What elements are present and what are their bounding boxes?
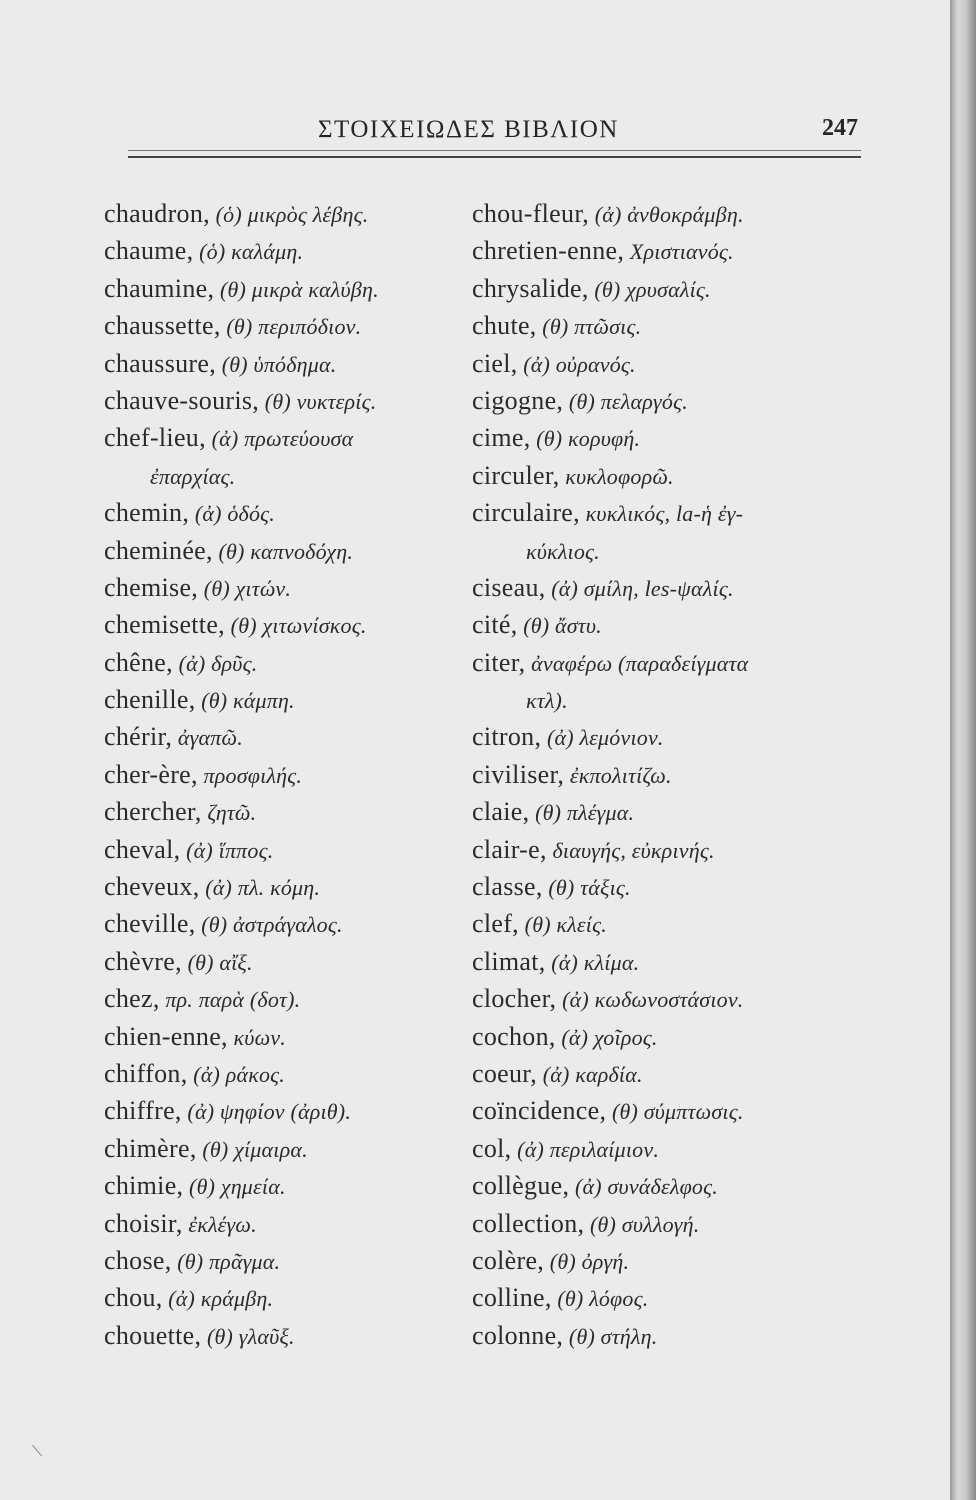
entry-headword: chercher, bbox=[104, 797, 202, 827]
dictionary-entry bbox=[104, 232, 482, 269]
entry-headword: cheval, bbox=[104, 834, 181, 864]
dictionary-entry bbox=[472, 905, 862, 942]
entry-headword: colline, bbox=[472, 1283, 552, 1313]
dictionary-entry bbox=[472, 718, 862, 755]
entry-definition: (ἀ) πλ. κόμη. bbox=[199, 875, 321, 901]
dictionary-entry bbox=[104, 382, 482, 419]
entry-headword: chaudron, bbox=[104, 199, 210, 228]
dictionary-entry bbox=[472, 868, 862, 905]
entry-definition: (ἀ) ἀνθοκράμβη. bbox=[589, 202, 744, 227]
page-edge bbox=[950, 0, 976, 1500]
entry-headword: chaussette, bbox=[104, 311, 221, 341]
entry-headword: chou-fleur, bbox=[472, 199, 590, 228]
dictionary-entry bbox=[472, 831, 862, 868]
entry-definition: (θ) μικρὰ καλύβη. bbox=[214, 276, 379, 302]
entry-headword: chrysalide, bbox=[472, 273, 589, 303]
dictionary-entry bbox=[104, 1317, 482, 1354]
entry-headword: climat, bbox=[472, 946, 546, 976]
entry-definition: (ὁ) μικρὸς λέβης. bbox=[209, 202, 369, 227]
entry-definition: (ἀ) δρῦς. bbox=[172, 650, 258, 676]
entry-definition: (θ) ὑπόδημα. bbox=[216, 351, 337, 377]
entry-definition: πρ. παρὰ (δοτ). bbox=[159, 987, 301, 1013]
entry-definition: (θ) χίμαιρα. bbox=[196, 1136, 308, 1162]
entry-headword: chimie, bbox=[104, 1171, 184, 1201]
entry-definition: (θ) ἀστράγαλος. bbox=[195, 912, 343, 938]
entry-definition: (θ) γλαῦξ. bbox=[201, 1323, 295, 1349]
dictionary-entry bbox=[104, 793, 482, 830]
dictionary-entry bbox=[104, 681, 482, 718]
entry-headword: clocher, bbox=[472, 984, 557, 1014]
entry-headword: choisir, bbox=[104, 1208, 183, 1238]
entry-definition: (ἀ) πρωτεύουσα bbox=[205, 426, 354, 452]
entry-headword: colonne, bbox=[472, 1320, 564, 1350]
entry-headword: collection, bbox=[472, 1208, 585, 1238]
dictionary-entry-continuation bbox=[104, 457, 482, 494]
entry-definition: (θ) τάξις. bbox=[542, 875, 631, 901]
entry-definition: Χριστιανός. bbox=[624, 239, 734, 265]
entry-definition: (ἀ) ὁδός. bbox=[189, 501, 275, 527]
entry-headword: chemise, bbox=[104, 572, 199, 602]
dictionary-entry bbox=[104, 868, 482, 905]
dictionary-entry-continuation bbox=[472, 532, 862, 569]
dictionary-entry bbox=[104, 831, 482, 868]
entry-headword: cigogne, bbox=[472, 385, 564, 415]
dictionary-entry bbox=[104, 532, 482, 569]
dictionary-entry bbox=[472, 1055, 862, 1092]
entry-definition: ζητῶ. bbox=[201, 800, 257, 826]
dictionary-entry bbox=[472, 1317, 862, 1354]
entry-definition: (θ) ὀργή. bbox=[544, 1248, 630, 1274]
entry-definition: (θ) λόφος. bbox=[551, 1286, 649, 1312]
entry-definition: ἀναφέρω (παραδείγματα bbox=[525, 650, 749, 676]
entry-headword: chaume, bbox=[104, 236, 194, 266]
entry-headword: civiliser, bbox=[472, 759, 565, 789]
dictionary-entry bbox=[472, 382, 862, 419]
entry-definition: (θ) πρᾶγμα. bbox=[171, 1248, 281, 1274]
entry-headword: chèvre, bbox=[104, 946, 182, 976]
entry-definition: (θ) χιτών. bbox=[198, 575, 292, 601]
entry-headword: chiffre, bbox=[104, 1096, 182, 1126]
dictionary-entry bbox=[104, 345, 482, 382]
entry-definition: (θ) περιπόδιον. bbox=[220, 314, 362, 340]
dictionary-entry bbox=[472, 1279, 862, 1316]
entry-definition: κύων. bbox=[227, 1024, 286, 1050]
entry-headword: classe, bbox=[472, 872, 543, 902]
entry-headword: chemisette, bbox=[104, 610, 225, 640]
dictionary-entry bbox=[472, 606, 862, 643]
entry-definition: (θ) χημεία. bbox=[183, 1174, 286, 1200]
entry-definition: (θ) πτῶσις. bbox=[536, 314, 642, 340]
dictionary-entry bbox=[104, 1092, 482, 1129]
entry-headword: circuler, bbox=[472, 460, 560, 490]
dictionary-entry bbox=[104, 943, 482, 980]
dictionary-entry bbox=[472, 756, 862, 793]
entry-headword: cher-ère, bbox=[104, 759, 198, 789]
paper-mark bbox=[32, 1445, 42, 1456]
entry-headword: cime, bbox=[472, 423, 531, 453]
entry-definition: (θ) αἴξ. bbox=[181, 949, 253, 975]
entry-definition: (θ) χιτωνίσκος. bbox=[224, 613, 367, 639]
entry-definition: (ἀ) περιλαίμιον. bbox=[511, 1136, 660, 1162]
entry-headword: collègue, bbox=[472, 1171, 570, 1201]
entry-definition: (θ) στήλη. bbox=[563, 1323, 658, 1349]
dictionary-entry bbox=[472, 1167, 862, 1204]
dictionary-entry bbox=[472, 457, 862, 494]
dictionary-entry bbox=[472, 1130, 862, 1167]
entry-headword: chaussure, bbox=[104, 348, 217, 378]
entry-headword: chérir, bbox=[104, 722, 173, 752]
entry-headword: chou, bbox=[104, 1283, 163, 1313]
entry-headword: citer, bbox=[472, 647, 526, 677]
dictionary-entry bbox=[472, 270, 862, 307]
entry-headword: chretien-enne, bbox=[472, 236, 625, 266]
dictionary-entry bbox=[104, 1018, 482, 1055]
entry-headword: circulaire, bbox=[472, 498, 580, 528]
dictionary-entry bbox=[104, 1130, 482, 1167]
entry-definition: (ἀ) χοῖρος. bbox=[555, 1024, 658, 1050]
entry-definition: (ἀ) κωδωνοστάσιον. bbox=[556, 987, 744, 1013]
entry-headword: coïncidence, bbox=[472, 1096, 607, 1126]
dictionary-entry bbox=[104, 1279, 482, 1316]
entry-definition: (θ) χρυσαλίς. bbox=[588, 276, 711, 302]
entry-headword: ciseau, bbox=[472, 572, 546, 602]
entry-headword: clair-e, bbox=[472, 834, 547, 864]
entry-definition: (ἀ) ράκος. bbox=[187, 1061, 286, 1087]
entry-headword: ciel, bbox=[472, 348, 518, 378]
entry-definition: (θ) σύμπτωσις. bbox=[606, 1099, 744, 1125]
left-column bbox=[104, 195, 482, 1354]
entry-definition: (ἀ) ἵππος. bbox=[180, 837, 274, 863]
entry-definition: (ὁ) καλάμη. bbox=[193, 239, 304, 265]
dictionary-entry bbox=[472, 793, 862, 830]
dictionary-entry bbox=[104, 644, 482, 681]
dictionary-entry bbox=[104, 307, 482, 344]
entry-definition: κύκλιος. bbox=[526, 538, 600, 564]
entry-definition: (ἀ) κράμβη. bbox=[162, 1286, 274, 1312]
entry-definition: (ἀ) συνάδελφος. bbox=[569, 1174, 718, 1200]
entry-headword: cheveux, bbox=[104, 872, 200, 902]
entry-definition: (θ) πλέγμα. bbox=[529, 800, 635, 826]
entry-headword: chêne, bbox=[104, 647, 173, 677]
entry-headword: col, bbox=[472, 1133, 512, 1163]
dictionary-entry bbox=[104, 270, 482, 307]
dictionary-entry bbox=[104, 905, 482, 942]
dictionary-entry bbox=[472, 980, 862, 1017]
dictionary-entry bbox=[472, 494, 862, 531]
entry-definition: ἀγαπῶ. bbox=[172, 725, 243, 751]
dictionary-entry bbox=[104, 419, 482, 456]
dictionary-entry bbox=[104, 195, 482, 232]
entry-headword: chez, bbox=[104, 984, 160, 1014]
entry-definition: ἐπαρχίας. bbox=[150, 463, 236, 489]
dictionary-entry bbox=[104, 1167, 482, 1204]
dictionary-entry bbox=[472, 195, 862, 232]
dictionary-entry bbox=[472, 943, 862, 980]
entry-definition: (ἀ) ψηφίον (ἀριθ). bbox=[181, 1099, 352, 1125]
running-header-title: ΣΤΟΙΧΕΙΩΔΕΣ ΒΙΒΛΙΟΝ bbox=[318, 116, 619, 143]
dictionary-entry bbox=[104, 756, 482, 793]
entry-definition: (θ) συλλογή. bbox=[584, 1211, 700, 1237]
entry-definition: κτλ). bbox=[526, 688, 568, 714]
dictionary-entry bbox=[472, 419, 862, 456]
entry-headword: chose, bbox=[104, 1245, 172, 1275]
dictionary-entry bbox=[104, 980, 482, 1017]
dictionary-entry bbox=[472, 1205, 862, 1242]
dictionary-entry bbox=[104, 606, 482, 643]
entry-headword: claie, bbox=[472, 797, 530, 827]
header-rule-thick bbox=[128, 156, 861, 158]
entry-headword: chef-lieu, bbox=[104, 423, 206, 453]
entry-definition: (θ) πελαργός. bbox=[563, 388, 688, 414]
entry-definition: (θ) κορυφή. bbox=[530, 426, 641, 452]
entry-headword: chenille, bbox=[104, 685, 196, 715]
entry-headword: clef, bbox=[472, 909, 519, 939]
dictionary-entry bbox=[472, 1242, 862, 1279]
entry-headword: chaumine, bbox=[104, 273, 215, 303]
entry-headword: chiffon, bbox=[104, 1058, 188, 1088]
entry-definition: (ἀ) σμίλη, les-ψαλίς. bbox=[545, 575, 734, 601]
entry-definition: (ἀ) καρδία. bbox=[537, 1061, 643, 1087]
dictionary-entry bbox=[104, 569, 482, 606]
entry-headword: chute, bbox=[472, 311, 537, 341]
entry-headword: chouette, bbox=[104, 1320, 202, 1350]
dictionary-entry bbox=[104, 1205, 482, 1242]
entry-definition: κυκλοφορῶ. bbox=[559, 463, 674, 489]
entry-headword: chemin, bbox=[104, 498, 190, 528]
header-rule-thin bbox=[128, 150, 861, 151]
entry-definition: (ἀ) οὐρανός. bbox=[517, 351, 636, 377]
dictionary-entry bbox=[472, 644, 862, 681]
dictionary-entry bbox=[104, 1242, 482, 1279]
entry-definition: ἐκλέγω. bbox=[182, 1211, 257, 1237]
dictionary-entry bbox=[472, 1092, 862, 1129]
entry-headword: colère, bbox=[472, 1245, 545, 1275]
entry-headword: chimère, bbox=[104, 1133, 197, 1163]
right-column bbox=[472, 195, 862, 1354]
dictionary-entry bbox=[472, 569, 862, 606]
entry-headword: cheminée, bbox=[104, 535, 213, 565]
entry-headword: cochon, bbox=[472, 1021, 556, 1051]
dictionary-entry bbox=[104, 718, 482, 755]
entry-definition: ἐκπολιτίζω. bbox=[564, 762, 672, 788]
entry-definition: (θ) ἄστυ. bbox=[517, 613, 602, 639]
entry-definition: (θ) νυκτερίς. bbox=[259, 388, 377, 414]
entry-definition: (θ) κάμπη. bbox=[195, 688, 295, 714]
dictionary-entry bbox=[472, 307, 862, 344]
entry-definition: (ἀ) κλίμα. bbox=[545, 949, 640, 975]
entry-definition: προσφιλής. bbox=[197, 762, 303, 788]
dictionary-entry bbox=[104, 1055, 482, 1092]
entry-headword: coeur, bbox=[472, 1058, 537, 1088]
entry-headword: chauve-souris, bbox=[104, 385, 260, 415]
dictionary-entry-continuation bbox=[472, 681, 862, 718]
entry-headword: chien-enne, bbox=[104, 1021, 228, 1051]
dictionary-entry bbox=[104, 494, 482, 531]
page-number: 247 bbox=[822, 115, 858, 141]
entry-definition: κυκλικός, la-ἡ ἐγ- bbox=[579, 501, 744, 527]
dictionary-entry bbox=[472, 345, 862, 382]
entry-definition: διαυγής, εὐκρινής. bbox=[546, 837, 715, 863]
dictionary-entry bbox=[472, 232, 862, 269]
entry-definition: (θ) καπνοδόχη. bbox=[212, 538, 354, 564]
entry-headword: cité, bbox=[472, 610, 518, 640]
entry-headword: cheville, bbox=[104, 909, 196, 939]
entry-definition: (θ) κλείς. bbox=[518, 912, 607, 938]
entry-headword: citron, bbox=[472, 722, 542, 752]
dictionary-entry bbox=[472, 1018, 862, 1055]
entry-definition: (ἀ) λεμόνιον. bbox=[541, 725, 664, 751]
